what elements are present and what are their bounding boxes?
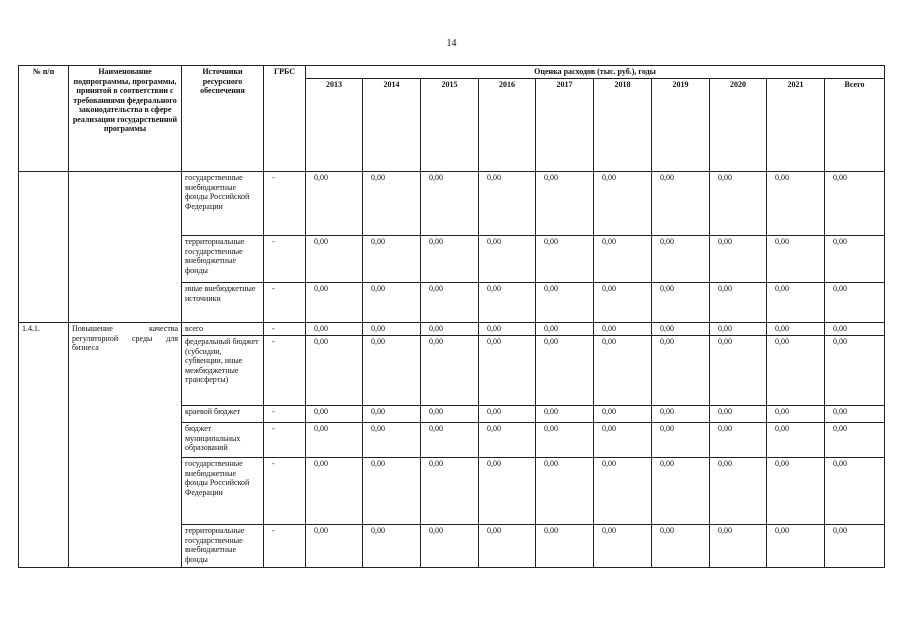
cell-value: 0,00: [306, 406, 363, 423]
cell-value: 0,00: [594, 172, 652, 236]
cell-value: 0,00: [421, 323, 479, 336]
cell-value: 0,00: [594, 458, 652, 525]
cell-source: иные внебюджетные источники: [182, 283, 264, 323]
cell-grbs: -: [264, 525, 306, 568]
cell-name: Повышение качества регуляторной среды для бизнеса: [69, 323, 182, 568]
cell-grbs: -: [264, 172, 306, 236]
cell-value: 0,00: [767, 458, 825, 525]
cell-value: 0,00: [363, 458, 421, 525]
cell-grbs: -: [264, 283, 306, 323]
cell-value: 0,00: [306, 336, 363, 406]
cell-value: 0,00: [652, 525, 710, 568]
cell-source: федеральный бюджет (субсидии, субвенции, иные межбюджетные трансферты): [182, 336, 264, 406]
cell-value: 0,00: [363, 406, 421, 423]
cell-value: 0,00: [421, 525, 479, 568]
cell-source: территориальные государственные внебюджетные фонды: [182, 525, 264, 568]
cell-value: 0,00: [594, 406, 652, 423]
cell-value: 0,00: [825, 406, 885, 423]
cell-value: 0,00: [767, 172, 825, 236]
cell-value: 0,00: [421, 283, 479, 323]
cell-value: 0,00: [363, 525, 421, 568]
cell-num: 1.4.1.: [19, 323, 69, 568]
cell-value: 0,00: [536, 406, 594, 423]
cell-value: 0,00: [710, 236, 767, 283]
cell-value: 0,00: [306, 172, 363, 236]
page-number: 14: [446, 38, 457, 49]
cell-value: 0,00: [710, 323, 767, 336]
header-year-5: 2018: [594, 78, 652, 171]
cell-value: 0,00: [825, 336, 885, 406]
cell-value: 0,00: [363, 423, 421, 458]
cell-grbs: -: [264, 423, 306, 458]
cell-value: 0,00: [363, 323, 421, 336]
header-year-3: 2016: [479, 78, 536, 171]
cell-value: 0,00: [710, 406, 767, 423]
cell-value: 0,00: [536, 458, 594, 525]
cell-value: 0,00: [767, 336, 825, 406]
header-sources: Источники ресурсного обеспечения: [182, 66, 264, 172]
cell-value: 0,00: [536, 323, 594, 336]
cell-value: 0,00: [710, 172, 767, 236]
cell-value: 0,00: [421, 406, 479, 423]
cell-source: государственные внебюджетные фонды Российской Федерации: [182, 172, 264, 236]
cell-value: 0,00: [594, 423, 652, 458]
cell-value: 0,00: [767, 323, 825, 336]
cell-value: 0,00: [479, 525, 536, 568]
cell-value: 0,00: [363, 172, 421, 236]
cell-value: 0,00: [421, 236, 479, 283]
cell-value: 0,00: [652, 336, 710, 406]
cell-value: 0,00: [594, 525, 652, 568]
cell-value: 0,00: [767, 525, 825, 568]
header-name: Наименование подпрограммы, программы, принятой в соответствии с требованиями федерального законодательства в сфере реализации государственной программы: [69, 66, 182, 172]
cell-value: 0,00: [594, 336, 652, 406]
cell-source: всего: [182, 323, 264, 336]
cell-value: 0,00: [421, 458, 479, 525]
cell-value: 0,00: [652, 172, 710, 236]
expense-table: [18, 65, 885, 568]
cell-value: 0,00: [363, 283, 421, 323]
cell-value: 0,00: [767, 423, 825, 458]
header-year-1: 2014: [363, 78, 421, 171]
cell-value: 0,00: [421, 336, 479, 406]
cell-value: 0,00: [710, 458, 767, 525]
cell-value: 0,00: [363, 336, 421, 406]
cell-value: 0,00: [652, 458, 710, 525]
cell-grbs: -: [264, 458, 306, 525]
cell-value: 0,00: [536, 283, 594, 323]
cell-value: 0,00: [306, 236, 363, 283]
cell-value: 0,00: [479, 283, 536, 323]
cell-grbs: -: [264, 236, 306, 283]
cell-value: 0,00: [594, 236, 652, 283]
header-year-4: 2017: [536, 78, 594, 171]
cell-grbs: -: [264, 336, 306, 406]
cell-value: 0,00: [536, 525, 594, 568]
cell-value: 0,00: [479, 458, 536, 525]
header-grbs: ГРБС: [264, 66, 306, 172]
cell-value: 0,00: [825, 423, 885, 458]
cell-value: 0,00: [536, 172, 594, 236]
table-row: [19, 323, 885, 336]
cell-value: 0,00: [306, 423, 363, 458]
cell-value: 0,00: [306, 525, 363, 568]
cell-value: 0,00: [536, 336, 594, 406]
table-row: [19, 172, 885, 236]
header-year-7: 2020: [710, 78, 767, 171]
header-year-2: 2015: [421, 78, 479, 171]
cell-value: 0,00: [825, 283, 885, 323]
cell-value: 0,00: [652, 423, 710, 458]
cell-source: государственные внебюджетные фонды Российской Федерации: [182, 458, 264, 525]
cell-value: 0,00: [767, 283, 825, 323]
header-year-6: 2019: [652, 78, 710, 171]
header-num: № п/п: [19, 66, 69, 172]
cell-value: 0,00: [306, 323, 363, 336]
cell-value: 0,00: [363, 236, 421, 283]
cell-value: 0,00: [825, 323, 885, 336]
cell-value: 0,00: [710, 423, 767, 458]
header-year-8: 2021: [767, 78, 825, 171]
cell-value: 0,00: [825, 525, 885, 568]
header-year-0: 2013: [306, 78, 363, 171]
cell-source: бюджет муниципальных образований: [182, 423, 264, 458]
cell-value: 0,00: [421, 423, 479, 458]
cell-value: 0,00: [536, 236, 594, 283]
cell-value: 0,00: [825, 236, 885, 283]
cell-value: 0,00: [767, 236, 825, 283]
cell-value: 0,00: [479, 336, 536, 406]
cell-value: 0,00: [594, 283, 652, 323]
cell-value: 0,00: [594, 323, 652, 336]
cell-grbs: -: [264, 323, 306, 336]
cell-value: 0,00: [652, 323, 710, 336]
cell-value: 0,00: [479, 406, 536, 423]
cell-value: 0,00: [306, 283, 363, 323]
cell-num: [19, 172, 69, 323]
cell-value: 0,00: [710, 336, 767, 406]
cell-name: [69, 172, 182, 323]
cell-value: 0,00: [536, 423, 594, 458]
cell-value: 0,00: [479, 236, 536, 283]
header-year-9: Всего: [825, 78, 885, 171]
cell-source: краевой бюджет: [182, 406, 264, 423]
cell-value: 0,00: [306, 458, 363, 525]
cell-value: 0,00: [825, 458, 885, 525]
cell-grbs: -: [264, 406, 306, 423]
cell-value: 0,00: [825, 172, 885, 236]
cell-value: 0,00: [710, 283, 767, 323]
header-estimate: Оценка расходов (тыс. руб.), годы: [306, 66, 885, 79]
cell-value: 0,00: [767, 406, 825, 423]
cell-value: 0,00: [710, 525, 767, 568]
cell-value: 0,00: [652, 283, 710, 323]
cell-value: 0,00: [479, 323, 536, 336]
cell-source: территориальные государственные внебюджетные фонды: [182, 236, 264, 283]
cell-value: 0,00: [652, 406, 710, 423]
cell-value: 0,00: [479, 172, 536, 236]
cell-value: 0,00: [421, 172, 479, 236]
cell-value: 0,00: [652, 236, 710, 283]
cell-value: 0,00: [479, 423, 536, 458]
